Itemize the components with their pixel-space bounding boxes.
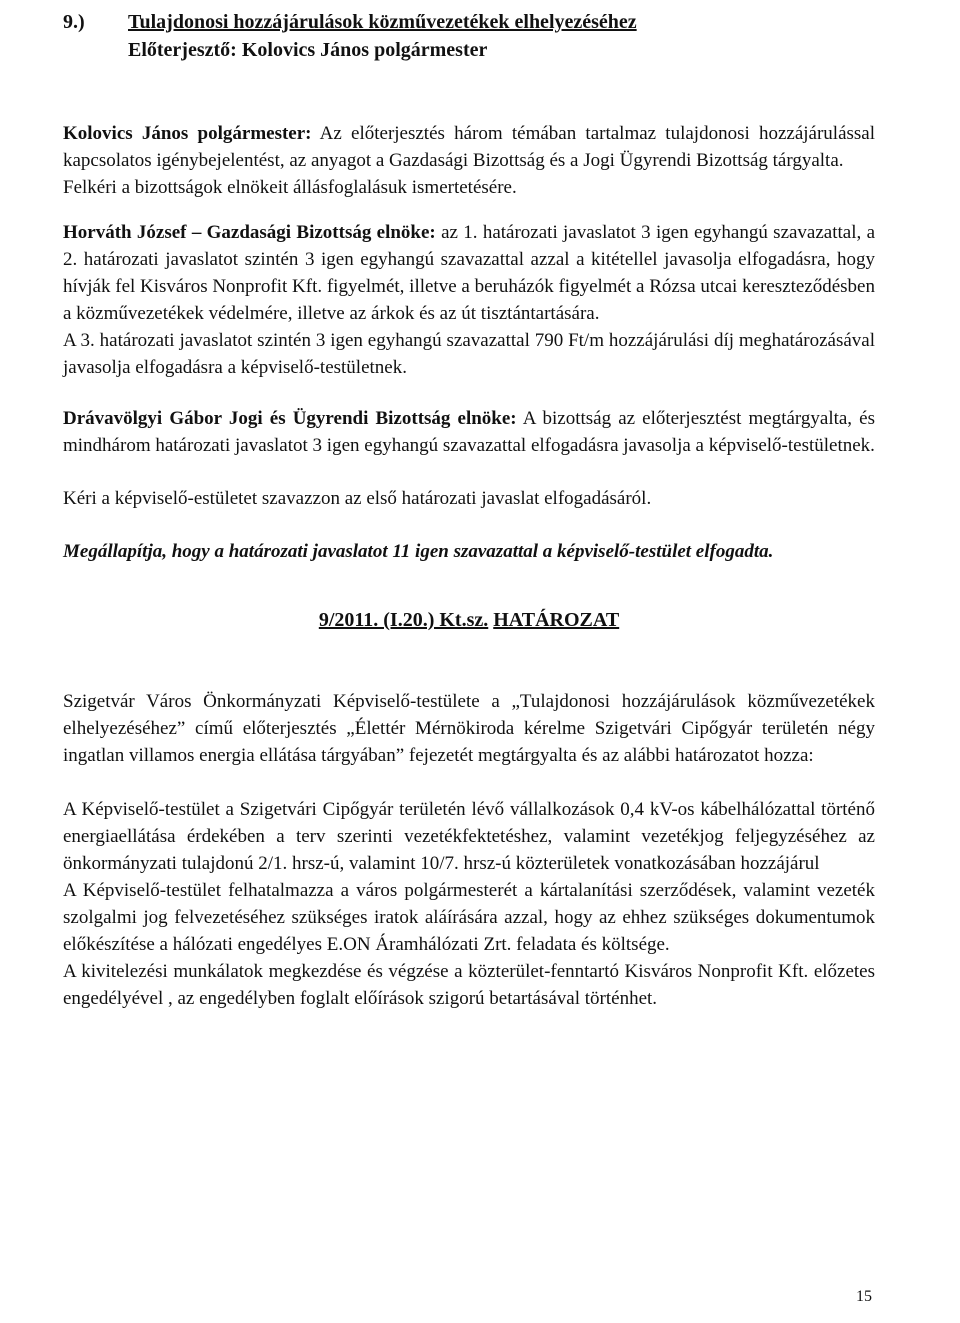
vote-request-paragraph: Kéri a képviselő-estületet szavazzon az első határozati javaslat elfogadásáról. [63,488,652,509]
document-page [63,8,875,1012]
agenda-item-presenter: Előterjesztő: Kolovics János polgármester [128,39,488,61]
resolution-point-2: A Képviselő-testület felhatalmazza a város polgármesterét a kártalanítási szerződések, valamint vezeték szolgalmi jog felvezetéséhez szükséges iratok aláírására azzal, hogy az ehhez szükséges dokumentumok előkészítése a hálózati engedélyes E.ON Áramhálózati Zrt. feladata és költsége. [63,880,875,955]
agenda-item-heading [63,8,875,64]
paragraph-text: az 1. határozati javaslatot 3 igen egyhangú szavazattal, a 2. határozati javaslatot szintén 3 igen egyhangú szavazattal azzal a kitétellel javasolja elfogadásra, hogy hívják fel Kisváros Nonprofit Kft. figyelmét, illetve a beruházók figyelmét a Rózsa utcai kereszteződésben a közművezetékek védelmére, illetve az árkok és az út tisztántartására. [63,222,875,324]
resolution-label: HATÁROZAT [493,609,620,631]
agenda-item-number: 9.) [63,11,85,33]
mayor-request-paragraph: Felkéri a bizottságok elnökeit állásfoglalásuk ismertetésére. [63,177,517,198]
finance-committee-paragraph-2: A 3. határozati javaslatot szintén 3 igen egyhangú szavazattal 790 Ft/m hozzájárulási díj meghatározásával javasolja elfogadásra a képviselő-testületnek. [63,330,875,378]
speaker-name: Drávavölgyi Gábor Jogi és Ügyrendi Bizottság elnöke: [63,408,517,429]
mayor-intro-paragraph [63,120,875,174]
finance-committee-paragraph [63,219,875,327]
page-number: 15 [856,1288,872,1305]
paragraph-text: A bizottság az előterjesztést megtárgyalta, és mindhárom határozati javaslatot 3 igen egyhangú szavazattal elfogadásra javasolja a képviselő-testületnek. [63,408,875,456]
resolution-intro-paragraph: Szigetvár Város Önkormányzati Képviselő-testülete a „Tulajdonosi hozzájárulások közművezetékek elhelyezéséhez” című előterjesztés „Élettér Mérnökiroda kérelme Szigetvári Cipőgyár területén négy ingatlan villamos energia ellátása tárgyában” fejezetét megtárgyalta és az alábbi határozatot hozza: [63,691,875,766]
vote-result-paragraph: Megállapítja, hogy a határozati javaslatot 11 igen szavazattal a képviselő-testület elfogadta. [63,541,774,562]
agenda-item-title: Tulajdonosi hozzájárulások közművezetékek elhelyezéséhez [128,11,637,33]
resolution-point-3: A kivitelezési munkálatok megkezdése és végzése a közterület-fenntartó Kisváros Nonprofit Kft. előzetes engedélyével , az engedélyben foglalt előírások szigorú betartásával történhet. [63,961,875,1009]
resolution-number: 9/2011. (I.20.) Kt.sz. [318,609,489,631]
speaker-name: Kolovics János polgármester: [63,123,312,144]
resolution-point-1: A Képviselő-testület a Szigetvári Cipőgyár területén lévő vállalkozások 0,4 kV-os kábelhálózattal történő energiaellátása érdekében a terv szerinti vezetékfektetéshez, valamint vezetékjog feljegyzéséhez az önkormányzati tulajdonú 2/1. hrsz-ú, valamint 10/7. hrsz-ú közterületek vonatkozásában hozzájárul [63,799,875,874]
speaker-name: Horváth József – Gazdasági Bizottság elnöke: [63,222,436,243]
legal-committee-paragraph [63,405,875,459]
resolution-heading [63,607,875,634]
paragraph-text: Az előterjesztés három témában tartalmaz tulajdonosi hozzájárulással kapcsolatos igénybejelentést, az anyagot a Gazdasági Bizottság és a Jogi Ügyrendi Bizottság tárgyalta. [63,123,875,171]
